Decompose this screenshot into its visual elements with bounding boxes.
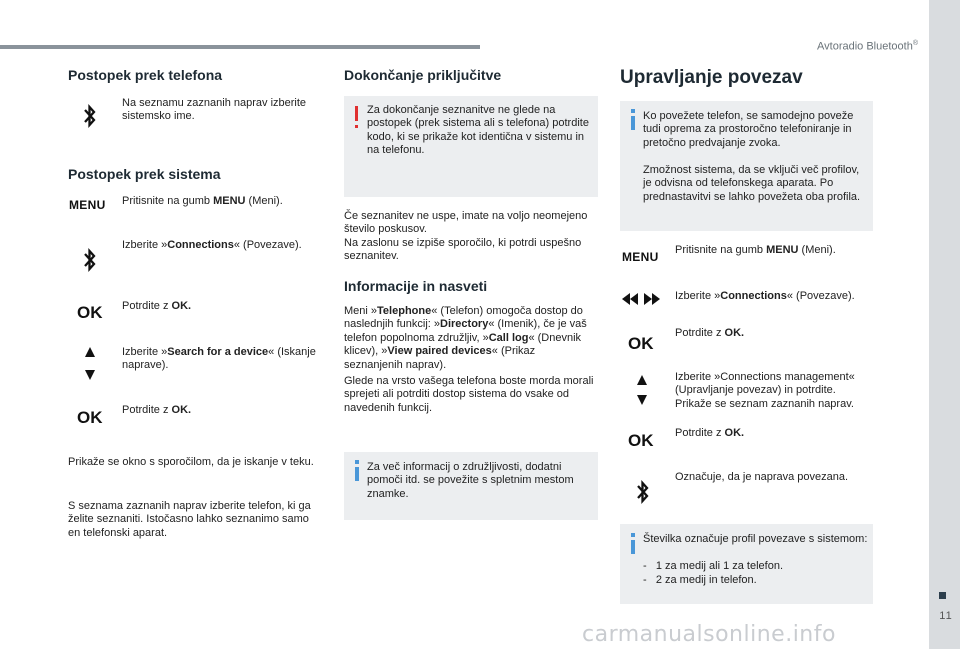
auto-connect-text: Ko povežete telefon, se samodejno poveže tudi oprema za prostoročno telefoniranje in pretočno predvajanje zvoka. [643,110,854,149]
menu-key-label: MENU [622,250,659,264]
top-rule [0,45,480,49]
info-icon-dot [631,109,635,113]
bluetooth-icon [83,103,97,129]
section-header: Avtoradio Bluetooth® [817,40,918,53]
warning-text: Za dokončanje seznanitve ne glede na postopek (prek sistema ali s telefona) potrdite kodo, ki se prikaže kot identična v sistemu in na telefonu. [367,104,589,157]
access-confirm-text: Glede na vrsto vašega telefona boste morda morali sprejeti ali potrditi dostop sistema do vsake od navedenih funkcij. [344,375,594,414]
retry-text: Če seznanitev ne uspe, imate na voljo neomejeno število poskusov. [344,210,588,236]
step-confirm-ok: Potrdite z OK. [675,327,745,339]
step-select-connections: Izberite »Connections« (Povezave). [675,290,855,302]
search-in-progress-text: Prikaže se okno s sporočilom, da je iskanje v teku. [68,456,314,468]
heading-manage-connections: Upravljanje povezav [620,67,803,88]
seek-arrows-icon [620,291,664,307]
info-icon [631,116,635,130]
ok-key-label: OK [628,334,654,353]
arrow-up-icon [637,375,647,385]
step-select-connections: Izberite »Connections« (Povezave). [122,239,302,251]
arrow-down-icon [85,370,95,380]
menu-key-label: MENU [69,198,106,212]
info-note-text: Za več informacij o združljivosti, dodatni pomoči itd. se povežite s spletnim mestom znamke. [367,461,574,500]
step-search-device: Izberite »Search for a device« (Iskanje naprave). [122,346,316,372]
profile-number-text: Številka označuje profil povezave s sistemom: [643,533,868,545]
side-strip [929,0,960,649]
info-icon-dot [631,533,635,537]
heading-system-procedure: Postopek prek sistema [68,166,221,182]
select-phone-text: S seznama zaznanih naprav izberite telefon, ki ga želite seznaniti. Istočasno lahko seznanimo samo en telefonski aparat. [68,500,311,539]
page-number: 11 [939,610,953,622]
ok-key-label: OK [77,408,103,427]
warning-icon [355,106,358,121]
step-press-menu: Pritisnite na gumb MENU (Meni). [675,244,836,256]
device-connected-text: Označuje, da je naprava povezana. [675,471,849,483]
info-icon [631,540,635,554]
success-text: Na zaslonu se izpiše sporočilo, ki potrdi uspešno seznanitev. [344,237,582,263]
bluetooth-icon [636,479,650,505]
heading-info-tips: Informacije in nasveti [344,278,488,294]
profile-list-item: - 2 za medij in telefon. [643,574,757,586]
warning-icon-dot [355,125,358,128]
heading-complete-pairing: Dokončanje priključitve [344,67,502,83]
bluetooth-icon [83,247,97,273]
arrow-down-icon [637,395,647,405]
watermark: carmanualsonline.info [582,622,836,647]
page-marker [939,592,946,599]
ok-key-label: OK [77,303,103,322]
profiles-text: Zmožnost sistema, da se vključi več profilov, je odvisna od telefonskega aparata. Po prednastavitvi se lahko povežeta oba profila. [643,164,861,203]
step-connections-management: Izberite »Connections management« (Upravljanje povezav) in potrdite. Prikaže se seznam zaznanih naprav. [675,371,855,410]
phone-menu-functions: Meni »Telephone« (Telefon) omogoča dostop do naslednjih funkcij: »Directory« (Imenik), če je vaš telefon popolnoma združljiv, »Call log« (Dnevnik klicev), »View paired devices« (Prikaz seznanjenih naprav). [344,305,587,371]
step-confirm-ok: Potrdite z OK. [122,300,192,312]
step-press-menu: Pritisnite na gumb MENU (Meni). [122,195,283,207]
heading-phone-procedure: Postopek prek telefona [68,67,223,83]
info-icon-dot [355,460,359,464]
step-confirm-ok: Potrdite z OK. [675,427,745,439]
arrow-up-icon [85,347,95,357]
phone-procedure-text: Na seznamu zaznanih naprav izberite sistemsko ime. [122,97,307,123]
ok-key-label: OK [628,431,654,450]
info-icon [355,467,359,481]
step-confirm-ok: Potrdite z OK. [122,404,192,416]
profile-list-item: - 1 za medij ali 1 za telefon. [643,560,784,572]
